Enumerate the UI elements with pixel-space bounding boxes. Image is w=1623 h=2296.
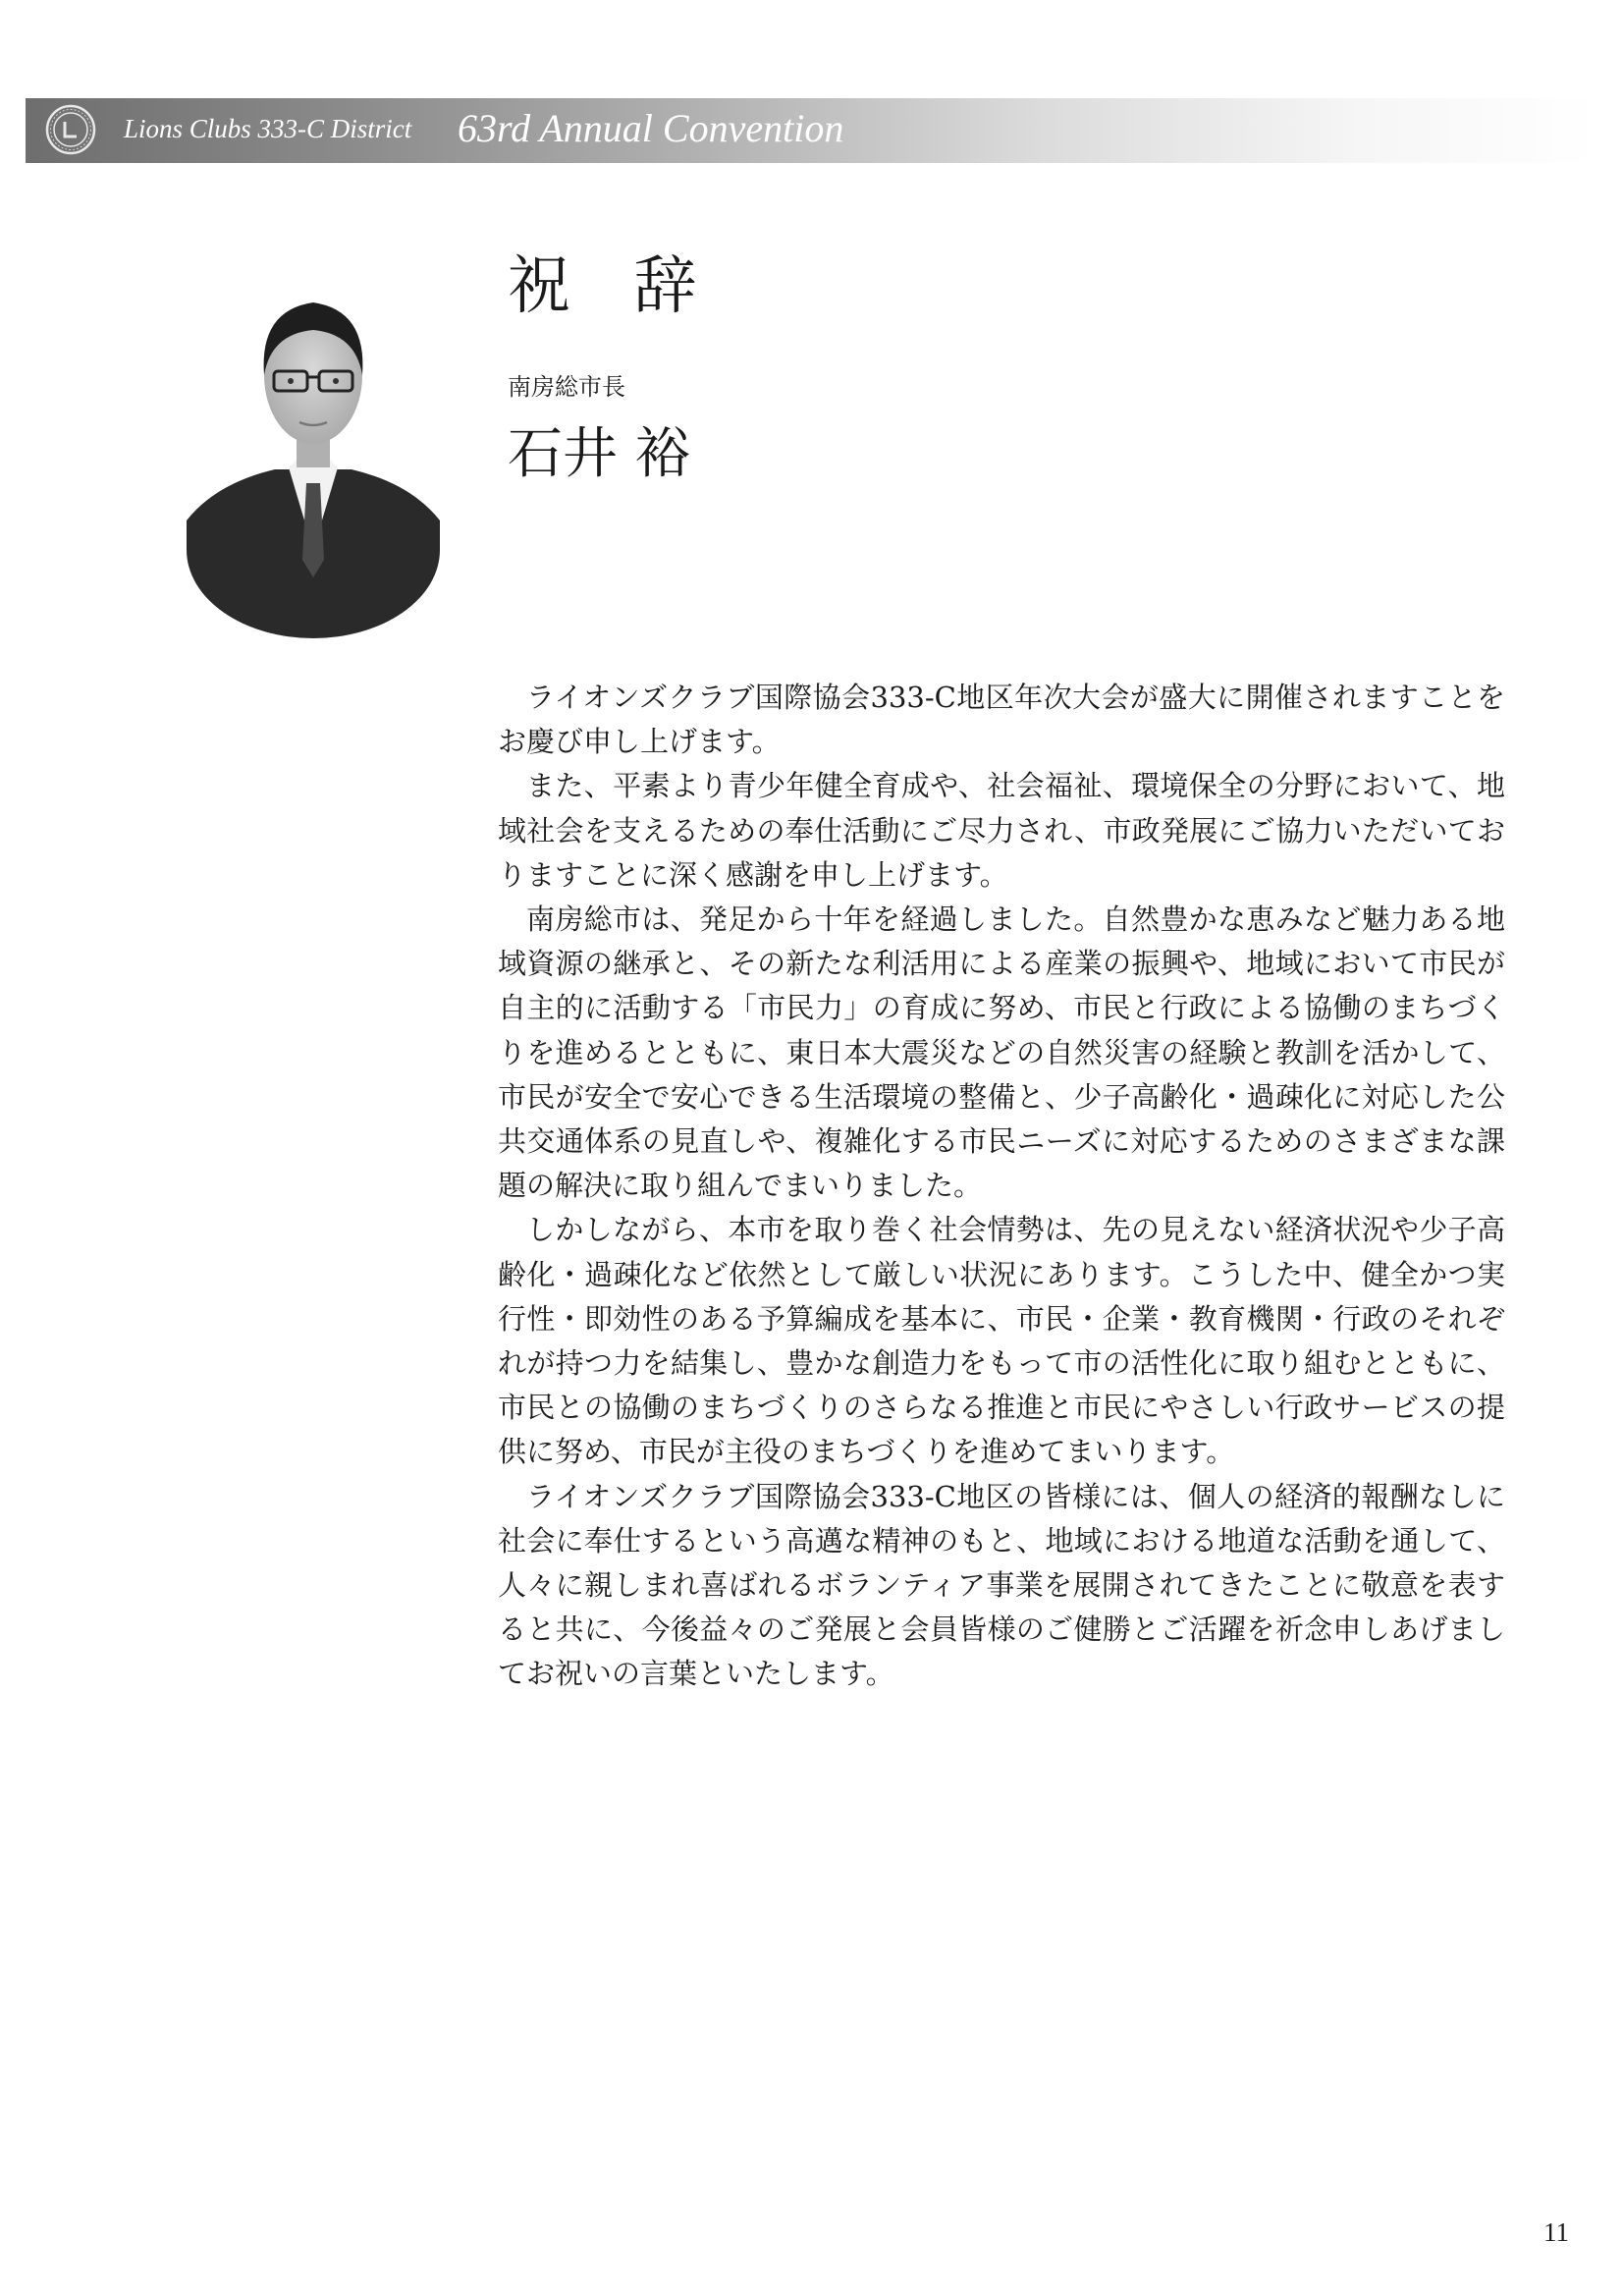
page-title: 祝 辞 [508,250,719,323]
speaker-name: 石井 裕 [508,422,690,486]
speaker-affiliation: 南房総市長 [508,373,625,401]
paragraph: また、平素より青少年健全育成や、社会福祉、環境保全の分野において、地域社会を支えるための奉仕活動にご尽力され、市政発展にご協力いただいておりますことに深く感謝を申し上げます。 [498,769,1505,892]
paragraph: ライオンズクラブ国際協会333-C地区の皆様には、個人の経済的報酬なしに社会に奉仕するという高邁な精神のもと、地域における地道な活動を通して、人々に親しまれ喜ばれるボランティア事業を展開されてきたことに敬意を表すると共に、今後益々のご発展と会員皆様のご健勝とご活躍を祈念申しあげましてお祝いの言葉といたします。 [498,1479,1505,1691]
paragraph: 南房総市は、発足から十年を経過しました。自然豊かな恵みなど魅力ある地域資源の継承と、その新たな利活用による産業の振興や、地域において市民が自主的に活動する「市民力」の育成に努め、市民と行政による協働のまちづくりを進めるとともに、東日本大震災などの自然災害の経験と教訓を活かして、市民が安全で安心できる生活環境の整備と、少子高齢化・過疎化に対応した公共交通体系の見直しや、複雑化する市民ニーズに対応するためのさまざまな課題の解決に取り組んでまいりました。 [498,902,1505,1203]
page-number: 11 [1543,2217,1569,2247]
paragraph: しかしながら、本市を取り巻く社会情勢は、先の見えない経済状況や少子高齢化・過疎化など依然として厳しい状況にあります。こうした中、健全かつ実行性・即効性のある予算編成を基本に、市民・企業・教育機関・行政のそれぞれが持つ力を結集し、豊かな創造力をもって市の活性化に取り組むとともに、市民との協働のまちづくりのさらなる推進と市民にやさしい行政サービスの提供に努め、市民が主役のまちづくりを進めてまいります。 [498,1213,1505,1469]
header-convention-title: 63rd Annual Convention [458,106,844,150]
paragraph: ライオンズクラブ国際協会333-C地区年次大会が盛大に開催されますことをお慶び申し上げます。 [498,681,1505,759]
lions-logo-icon [45,104,96,155]
speaker-portrait [187,265,440,638]
header-club-name: Lions Clubs 333-C District [124,114,412,143]
message-body [498,676,1505,1697]
